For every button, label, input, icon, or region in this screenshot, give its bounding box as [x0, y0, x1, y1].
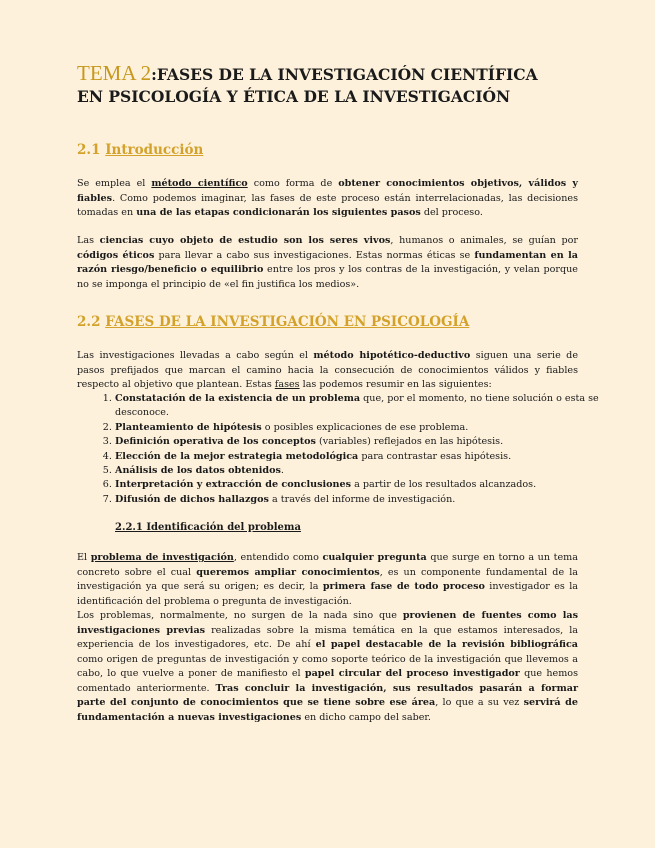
list-item: 6. Interpretación y extracción de conclusiones a partir de los resultados alcanzados. — [115, 478, 616, 492]
section-heading-fases — [77, 314, 469, 330]
list-item: 1. Constatación de la existencia de un problema que, por el momento, no tiene solución o esta se desconoce. — [115, 392, 616, 421]
section-label: FASES DE LA INVESTIGACIÓN EN PSICOLOGÍA — [105, 314, 470, 330]
section-heading-introduccion — [77, 142, 203, 158]
list-item: 2. Planteamiento de hipótesis o posibles explicaciones de ese problema. — [115, 421, 616, 435]
paragraph-fases-intro: Las investigaciones llevadas a cabo según el método hipotético-deductivo siguen una serie de pasos prefijados que marcan el camino hacia la consecución de conocimientos válidos y fiables respecto al objetivo que plantean. Estas fases las podemos resumir en las siguientes: — [77, 350, 579, 390]
section-number: 2.1 — [77, 142, 106, 158]
subsection-heading-identificacion: 2.2.1 Identificación del problema — [115, 522, 301, 533]
list-item: 4. Elección de la mejor estrategia metodológica para contrastar esas hipótesis. — [115, 450, 616, 464]
paragraph-intro-1: Se emplea el método científico como forma de obtener conocimientos objetivos, válidos y fiables. Como podemos imaginar, las fases de este proceso están interrelacionadas, las decisiones tomadas en una de las etapas condicionarán los siguientes pasos del proceso. — [77, 178, 578, 218]
list-item: 3. Definición operativa de los conceptos (variables) reflejados en las hipótesis. — [115, 435, 616, 449]
title-text: :FASES DE LA INVESTIGACIÓN CIENTÍFICA EN PSICOLOGÍA Y ÉTICA DE LA INVESTIGACIÓN — [77, 65, 538, 106]
paragraph-problema-2: Los problemas, normalmente, no surgen de la nada sino que provienen de fuentes como las investigaciones previas realizadas sobre la misma temática en la que estamos interesados, la experiencia de los investigadores, etc. De ahí el papel destacable de la revisión bibliográfica como origen de preguntas de investigación y como soporte teórico de la investigación que llevemos a cabo, lo que vuelve a poner de manifiesto el papel circular del proceso investigador que hemos comentado anteriormente. Tras concluir la investigación, sus resultados pasarán a formar parte del conjunto de conocimientos que se tiene sobre ese área, lo que a su vez servirá de fundamentación a nuevas investigaciones en dicho campo del saber. — [77, 610, 579, 723]
section-label: Introducción — [105, 142, 204, 158]
list-item: 7. Difusión de dichos hallazgos a través del informe de investigación. — [115, 493, 616, 507]
page-title — [77, 62, 547, 108]
phases-list — [77, 392, 616, 507]
paragraph-intro-2: Las ciencias cuyo objeto de estudio son los seres vivos, humanos o animales, se guían por códigos éticos para llevar a cabo sus investigaciones. Estas normas éticas se fundamentan en la razón riesgo/beneficio o equilibrio entre los pros y los contras de la investigación, y velan porque no se imponga el principio de «el fin justifica los medios». — [77, 235, 579, 290]
list-item: 5. Análisis de los datos obtenidos. — [115, 464, 616, 478]
title-tema: TEMA 2 — [77, 61, 152, 85]
paragraph-problema-1: El problema de investigación, entendido como cualquier pregunta que surge en torno a un tema concreto sobre el cual queremos ampliar conocimientos, es un componente fundamental de la investigación ya que será su origen; es decir, la primera fase de todo proceso investigador es la identificación del problema o pregunta de investigación. — [77, 552, 579, 607]
section-number: 2.2 — [77, 314, 106, 330]
